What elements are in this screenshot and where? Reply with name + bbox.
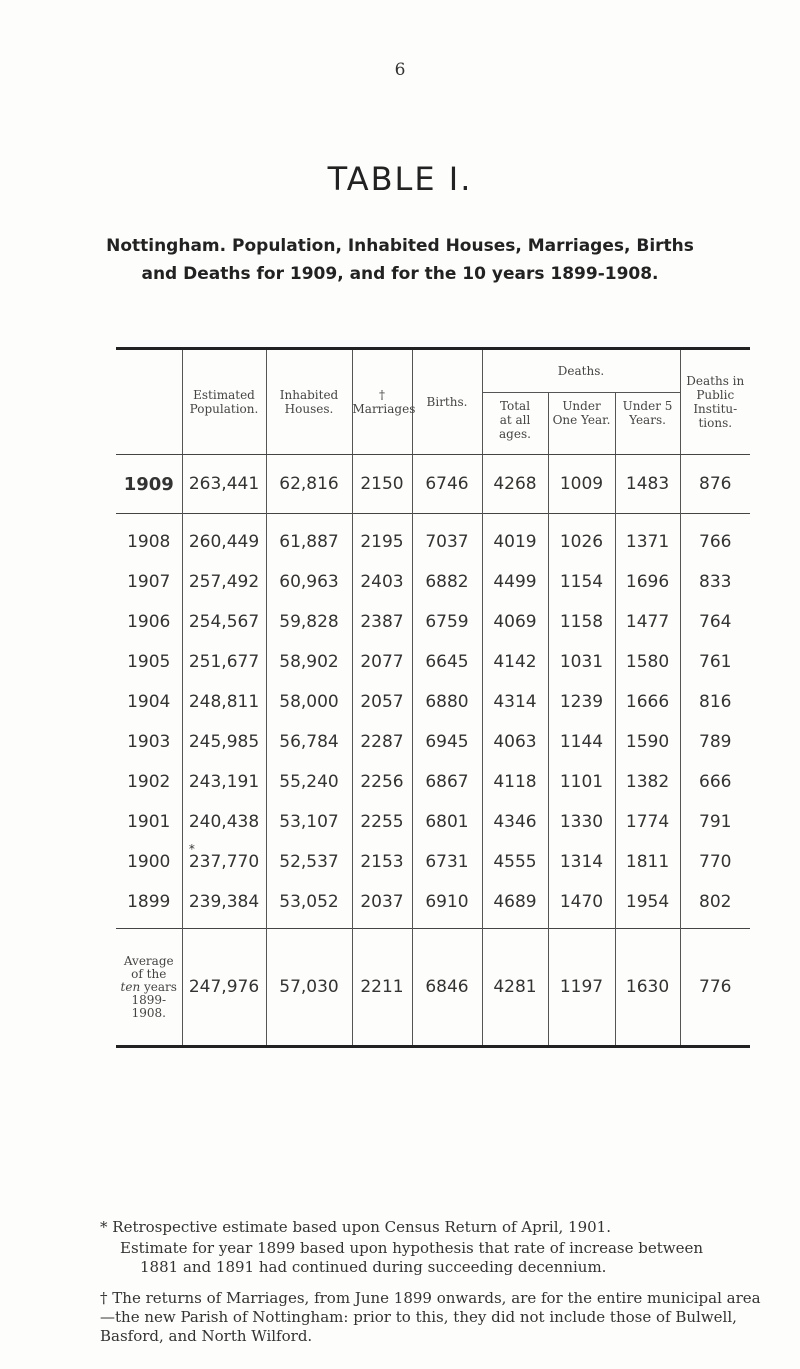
marriages-cell: 2195 <box>352 514 412 563</box>
footnote-dagger-text: The returns of Marriages, from June 1899 onwards, are for the entire municipal area—the new Parish of Nottingham: prior to this, they did not include those of Bulwell, Basford, and North Wilford. <box>100 1289 761 1345</box>
population-cell: 257,492 <box>182 562 266 602</box>
houses-cell: 53,107 <box>266 802 352 842</box>
deaths-total-cell: 4555 <box>482 842 548 882</box>
footnote-star <box>100 1218 770 1237</box>
deaths-total-cell: 4069 <box>482 602 548 642</box>
year-cell: 1906 <box>127 612 171 632</box>
deaths-total-cell: 4019 <box>482 514 548 563</box>
deaths-public-cell: 764 <box>680 602 750 642</box>
deaths-public-cell: 789 <box>680 722 750 762</box>
table-subtitle <box>0 232 800 288</box>
marriages-cell: 2211 <box>352 929 412 1047</box>
deaths-under5-cell: 1483 <box>615 455 680 514</box>
footnote-estimate-line-2: 1881 and 1891 had continued during succeeding decennium. <box>140 1258 607 1276</box>
deaths-under5-cell: 1580 <box>615 642 680 682</box>
births-cell: 7037 <box>412 514 482 563</box>
births-cell: 6801 <box>412 802 482 842</box>
deaths-public-cell: 770 <box>680 842 750 882</box>
houses-cell: 53,052 <box>266 882 352 929</box>
deaths-under1-cell: 1330 <box>548 802 615 842</box>
births-cell: 6880 <box>412 682 482 722</box>
deaths-under1-cell: 1158 <box>548 602 615 642</box>
marriages-cell: 2153 <box>352 842 412 882</box>
births-header: Births. <box>412 349 482 455</box>
year-cell: 1908 <box>127 532 171 552</box>
deaths-under5-cell: 1477 <box>615 602 680 642</box>
footnotes <box>100 1218 770 1358</box>
page-number: 6 <box>394 60 406 80</box>
houses-cell: 58,000 <box>266 682 352 722</box>
deaths-total-cell: 4268 <box>482 455 548 514</box>
deaths-under5-cell: 1954 <box>615 882 680 929</box>
deaths-total-cell: 4499 <box>482 562 548 602</box>
year-cell: 1904 <box>127 692 171 712</box>
dagger-mark: † <box>379 388 385 402</box>
year-cell: 1900 <box>127 852 171 872</box>
marriages-label: Marriages <box>352 402 416 416</box>
marriages-header <box>352 349 416 455</box>
deaths-total-cell: 4314 <box>482 682 548 722</box>
deaths-public-cell: 776 <box>680 929 750 1047</box>
asterisk-mark: * <box>188 842 195 856</box>
deaths-public-cell: 833 <box>680 562 750 602</box>
deaths-under5-cell: 1696 <box>615 562 680 602</box>
year-cell: 1902 <box>127 772 171 792</box>
deaths-public-cell: 791 <box>680 802 750 842</box>
deaths-under5-cell: 1382 <box>615 762 680 802</box>
deaths-total-cell: 4118 <box>482 762 548 802</box>
population-cell: 263,441 <box>182 455 266 514</box>
table-row <box>116 842 750 882</box>
deaths-total-cell: 4346 <box>482 802 548 842</box>
year-cell: 1907 <box>127 572 171 592</box>
deaths-under1-cell: 1470 <box>548 882 615 929</box>
population-cell: 243,191 <box>182 762 266 802</box>
population-value: 237,770 <box>188 852 260 872</box>
population-cell: 245,985 <box>182 722 266 762</box>
marriages-cell: 2150 <box>352 455 412 514</box>
population-cell: 251,677 <box>182 642 266 682</box>
births-cell: 6846 <box>412 929 482 1047</box>
births-cell: 6746 <box>412 455 482 514</box>
houses-cell: 58,902 <box>266 642 352 682</box>
deaths-under1-cell: 1197 <box>548 929 615 1047</box>
table-row <box>116 602 750 642</box>
deaths-under1-cell: 1009 <box>548 455 615 514</box>
houses-cell: 62,816 <box>266 455 352 514</box>
average-label-line-1: Average <box>123 953 174 968</box>
population-cell <box>182 842 266 882</box>
table-heading: TABLE I. <box>327 160 473 198</box>
average-label-years: years <box>140 979 177 994</box>
year-cell: 1901 <box>127 812 171 832</box>
births-cell: 6731 <box>412 842 482 882</box>
table-row <box>116 514 750 563</box>
marriages-cell: 2057 <box>352 682 412 722</box>
births-cell: 6910 <box>412 882 482 929</box>
year-cell: 1909 <box>123 473 174 495</box>
deaths-under5-cell: 1811 <box>615 842 680 882</box>
houses-cell: 52,537 <box>266 842 352 882</box>
average-row <box>116 929 750 1047</box>
average-label <box>116 929 182 1047</box>
marriages-cell: 2387 <box>352 602 412 642</box>
deaths-under1-cell: 1154 <box>548 562 615 602</box>
births-cell: 6867 <box>412 762 482 802</box>
marriages-cell: 2037 <box>352 882 412 929</box>
deaths-under5-cell: 1371 <box>615 514 680 563</box>
table-row <box>116 762 750 802</box>
average-label-line-4: 1899-1908. <box>131 992 167 1020</box>
deaths-under1-cell: 1101 <box>548 762 615 802</box>
marriages-cell: 2077 <box>352 642 412 682</box>
population-header: Estimated Population. <box>182 349 266 455</box>
houses-cell: 59,828 <box>266 602 352 642</box>
average-label-ten: ten <box>120 979 141 994</box>
year-cell: 1905 <box>127 652 171 672</box>
table-row <box>116 882 750 929</box>
deaths-public-cell: 816 <box>680 682 750 722</box>
table-row <box>116 642 750 682</box>
deaths-public-cell: 802 <box>680 882 750 929</box>
footnote-estimate-line-1: Estimate for year 1899 based upon hypothesis that rate of increase between <box>120 1239 704 1257</box>
deaths-public-cell: 666 <box>680 762 750 802</box>
births-cell: 6945 <box>412 722 482 762</box>
houses-header: Inhabited Houses. <box>266 349 352 455</box>
deaths-total-cell: 4689 <box>482 882 548 929</box>
population-cell: 239,384 <box>182 882 266 929</box>
year-cell: 1899 <box>127 892 171 912</box>
public-deaths-header: Deaths in Public Institu-tions. <box>680 349 750 455</box>
deaths-under5-cell: 1590 <box>615 722 680 762</box>
deaths-under1-cell: 1314 <box>548 842 615 882</box>
table-row <box>116 802 750 842</box>
deaths-total-cell: 4063 <box>482 722 548 762</box>
footnote-dagger-mark: † <box>100 1289 108 1307</box>
deaths-total-header: Total at all ages. <box>482 393 548 455</box>
deaths-public-cell: 761 <box>680 642 750 682</box>
statistics-table <box>116 347 750 1048</box>
subtitle-line-1: Nottingham. Population, Inhabited Houses, Marriages, Births <box>106 236 694 256</box>
footnote-star-text: Retrospective estimate based upon Census Return of April, 1901. <box>112 1218 611 1236</box>
births-cell: 6882 <box>412 562 482 602</box>
marriages-cell: 2287 <box>352 722 412 762</box>
footnote-star-mark: * <box>100 1218 108 1236</box>
table-row <box>116 562 750 602</box>
deaths-under5-header: Under 5 Years. <box>615 393 680 455</box>
houses-cell: 55,240 <box>266 762 352 802</box>
footnote-estimate <box>100 1239 770 1277</box>
footnote-dagger <box>100 1289 770 1346</box>
deaths-public-cell: 766 <box>680 514 750 563</box>
table-row <box>116 682 750 722</box>
population-cell: 247,976 <box>182 929 266 1047</box>
houses-cell: 56,784 <box>266 722 352 762</box>
population-cell: 248,811 <box>182 682 266 722</box>
table-row <box>116 722 750 762</box>
deaths-under1-cell: 1031 <box>548 642 615 682</box>
deaths-under5-cell: 1630 <box>615 929 680 1047</box>
marriages-cell: 2256 <box>352 762 412 802</box>
houses-cell: 61,887 <box>266 514 352 563</box>
year-header <box>116 349 182 455</box>
subtitle-line-2: and Deaths for 1909, and for the 10 years 1899-1908. <box>141 264 659 284</box>
marriages-cell: 2255 <box>352 802 412 842</box>
population-cell: 240,438 <box>182 802 266 842</box>
current-year-row <box>116 455 750 514</box>
population-cell: 260,449 <box>182 514 266 563</box>
deaths-under1-header: Under One Year. <box>548 393 615 455</box>
deaths-under5-cell: 1666 <box>615 682 680 722</box>
deaths-total-cell: 4281 <box>482 929 548 1047</box>
houses-cell: 60,963 <box>266 562 352 602</box>
deaths-group-header: Deaths. <box>482 349 680 393</box>
births-cell: 6759 <box>412 602 482 642</box>
year-cell: 1903 <box>127 732 171 752</box>
average-label-line-2: of the <box>131 966 167 981</box>
population-with-mark <box>188 842 260 872</box>
deaths-under1-cell: 1026 <box>548 514 615 563</box>
deaths-under1-cell: 1144 <box>548 722 615 762</box>
average-label-line-3 <box>116 981 182 994</box>
marriages-cell: 2403 <box>352 562 412 602</box>
deaths-under5-cell: 1774 <box>615 802 680 842</box>
header-row <box>116 349 750 393</box>
deaths-public-cell: 876 <box>680 455 750 514</box>
houses-cell: 57,030 <box>266 929 352 1047</box>
births-cell: 6645 <box>412 642 482 682</box>
deaths-under1-cell: 1239 <box>548 682 615 722</box>
deaths-total-cell: 4142 <box>482 642 548 682</box>
population-cell: 254,567 <box>182 602 266 642</box>
